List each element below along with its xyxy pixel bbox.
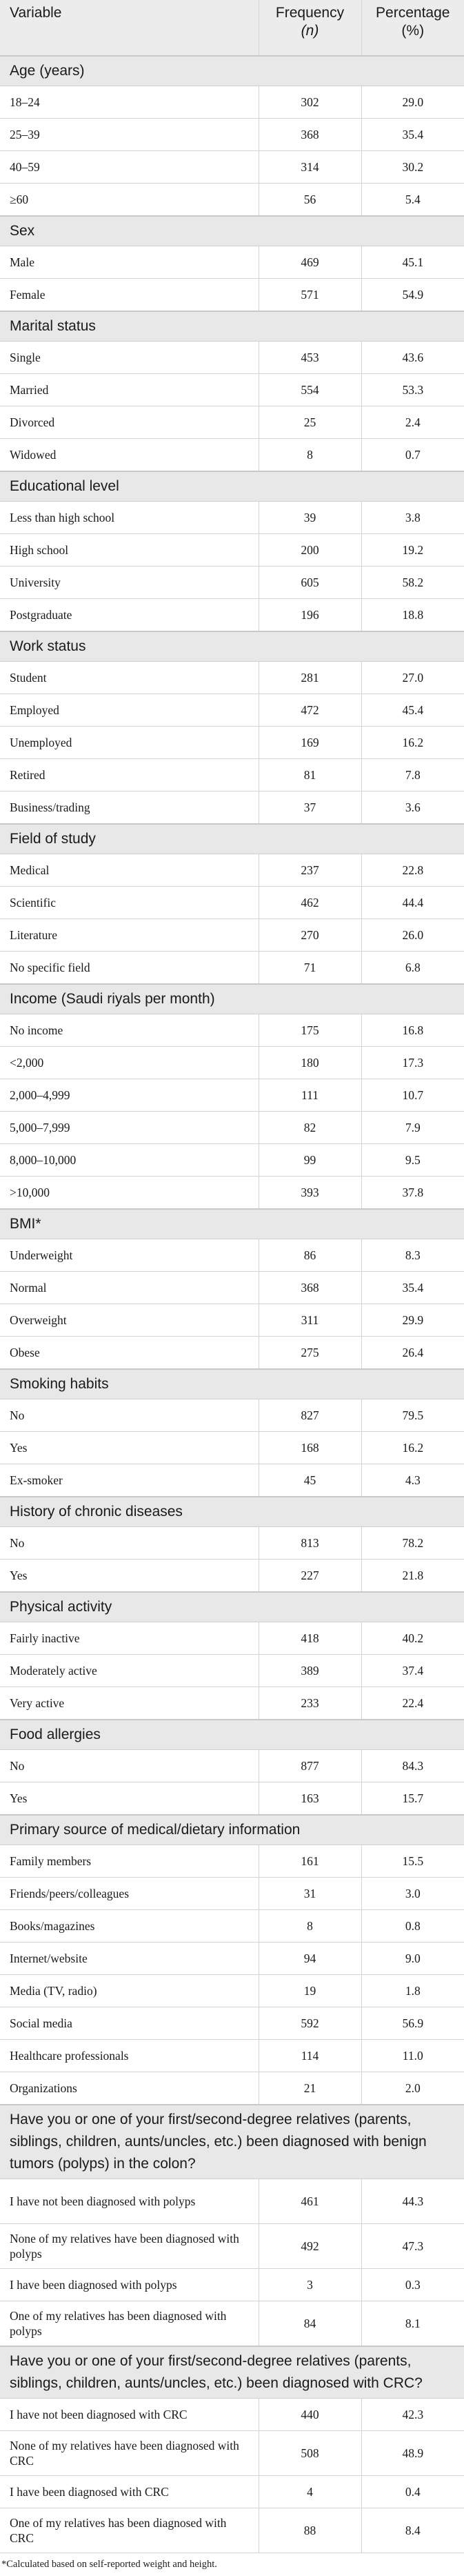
row-label: I have not been diagnosed with polyps — [0, 2179, 259, 2224]
table-row — [0, 1943, 464, 1975]
row-label: Male — [0, 246, 259, 279]
row-label: Single — [0, 342, 259, 374]
row-percentage: 3.8 — [361, 502, 464, 534]
section-header — [0, 1815, 464, 1845]
row-percentage: 16.2 — [361, 1432, 464, 1464]
row-percentage: 9.5 — [361, 1144, 464, 1177]
row-label: Medical — [0, 854, 259, 887]
row-frequency: 311 — [259, 1304, 361, 1337]
section-header — [0, 824, 464, 854]
row-label: Underweight — [0, 1239, 259, 1272]
row-frequency: 508 — [259, 2431, 361, 2476]
row-frequency: 114 — [259, 2040, 361, 2072]
header-percentage-unit: (%) — [401, 23, 425, 39]
section-title: History of chronic diseases — [0, 1497, 464, 1527]
row-label: One of my relatives has been diagnosed with CRC — [0, 2508, 259, 2553]
row-label: Retired — [0, 759, 259, 792]
row-label: Books/magazines — [0, 1910, 259, 1943]
row-frequency: 8 — [259, 1910, 361, 1943]
table-row — [0, 406, 464, 439]
header-variable-label: Variable — [10, 5, 62, 21]
row-frequency: 111 — [259, 1079, 361, 1112]
row-percentage: 17.3 — [361, 1047, 464, 1079]
row-percentage: 26.0 — [361, 919, 464, 952]
row-label: 5,000–7,999 — [0, 1112, 259, 1144]
row-label: None of my relatives have been diagnosed with CRC — [0, 2431, 259, 2476]
row-label: Employed — [0, 694, 259, 727]
row-label: Scientific — [0, 887, 259, 919]
row-frequency: 196 — [259, 599, 361, 632]
section-header — [0, 984, 464, 1014]
row-frequency: 281 — [259, 662, 361, 694]
table-row — [0, 86, 464, 119]
row-percentage: 19.2 — [361, 534, 464, 567]
row-label: Married — [0, 374, 259, 406]
table-row — [0, 1337, 464, 1370]
row-label: Healthcare professionals — [0, 2040, 259, 2072]
table-row — [0, 342, 464, 374]
row-frequency: 440 — [259, 2399, 361, 2431]
row-frequency: 56 — [259, 184, 361, 217]
table-row — [0, 502, 464, 534]
row-frequency: 39 — [259, 502, 361, 534]
row-label: 25–39 — [0, 119, 259, 151]
row-label: Internet/website — [0, 1943, 259, 1975]
row-label: <2,000 — [0, 1047, 259, 1079]
row-label: Ex-smoker — [0, 1464, 259, 1497]
row-frequency: 45 — [259, 1464, 361, 1497]
table-row — [0, 151, 464, 184]
section-header — [0, 2346, 464, 2399]
row-frequency: 71 — [259, 952, 361, 985]
table-row — [0, 1878, 464, 1910]
row-percentage: 8.3 — [361, 1239, 464, 1272]
row-frequency: 84 — [259, 2301, 361, 2347]
row-label: Obese — [0, 1337, 259, 1370]
row-percentage: 7.8 — [361, 759, 464, 792]
table-row — [0, 792, 464, 825]
row-frequency: 25 — [259, 406, 361, 439]
row-percentage: 79.5 — [361, 1399, 464, 1432]
row-frequency: 368 — [259, 1272, 361, 1304]
table-row — [0, 1655, 464, 1687]
row-label: Moderately active — [0, 1655, 259, 1687]
row-percentage: 16.8 — [361, 1014, 464, 1047]
row-frequency: 592 — [259, 2007, 361, 2040]
table-row — [0, 567, 464, 599]
row-percentage: 0.4 — [361, 2476, 464, 2508]
row-label: Overweight — [0, 1304, 259, 1337]
row-frequency: 3 — [259, 2269, 361, 2301]
row-label: Widowed — [0, 439, 259, 472]
row-label: I have been diagnosed with CRC — [0, 2476, 259, 2508]
table-row — [0, 1845, 464, 1878]
section-header — [0, 1209, 464, 1239]
section-title: Marital status — [0, 311, 464, 342]
row-percentage: 2.0 — [361, 2072, 464, 2105]
table-row — [0, 2072, 464, 2105]
row-frequency: 453 — [259, 342, 361, 374]
row-percentage: 8.1 — [361, 2301, 464, 2347]
row-label: Yes — [0, 1782, 259, 1816]
row-percentage: 40.2 — [361, 1622, 464, 1655]
row-frequency: 472 — [259, 694, 361, 727]
row-frequency: 82 — [259, 1112, 361, 1144]
row-label: Yes — [0, 1560, 259, 1593]
row-percentage: 4.3 — [361, 1464, 464, 1497]
row-percentage: 56.9 — [361, 2007, 464, 2040]
row-percentage: 1.8 — [361, 1975, 464, 2007]
section-header — [0, 1592, 464, 1622]
table-row — [0, 952, 464, 985]
row-percentage: 0.8 — [361, 1910, 464, 1943]
row-label: Fairly inactive — [0, 1622, 259, 1655]
table-row — [0, 1047, 464, 1079]
section-title: Educational level — [0, 471, 464, 502]
header-variable — [0, 0, 259, 56]
row-label: Media (TV, radio) — [0, 1975, 259, 2007]
table-row — [0, 1527, 464, 1560]
section-header — [0, 1369, 464, 1399]
row-label: No specific field — [0, 952, 259, 985]
row-frequency: 94 — [259, 1943, 361, 1975]
section-title: Have you or one of your first/second-degree relatives (parents, siblings, children, aunts/uncles, etc.) been diagnosed with benign tumors (polyps) in the colon? — [0, 2105, 464, 2179]
row-frequency: 275 — [259, 1337, 361, 1370]
row-percentage: 29.0 — [361, 86, 464, 119]
row-frequency: 302 — [259, 86, 361, 119]
row-percentage: 21.8 — [361, 1560, 464, 1593]
table-row — [0, 1750, 464, 1782]
table-row — [0, 2224, 464, 2269]
table-row — [0, 1112, 464, 1144]
row-percentage: 84.3 — [361, 1750, 464, 1782]
table-row — [0, 759, 464, 792]
row-frequency: 389 — [259, 1655, 361, 1687]
table-row — [0, 599, 464, 632]
section-header — [0, 216, 464, 246]
row-frequency: 8 — [259, 439, 361, 472]
row-label: Divorced — [0, 406, 259, 439]
row-frequency: 368 — [259, 119, 361, 151]
row-percentage: 78.2 — [361, 1527, 464, 1560]
table-row — [0, 1464, 464, 1497]
row-percentage: 7.9 — [361, 1112, 464, 1144]
row-frequency: 180 — [259, 1047, 361, 1079]
table-row — [0, 184, 464, 217]
table-row — [0, 374, 464, 406]
table-body — [0, 56, 464, 2553]
row-percentage: 10.7 — [361, 1079, 464, 1112]
row-label: Student — [0, 662, 259, 694]
row-percentage: 30.2 — [361, 151, 464, 184]
row-frequency: 86 — [259, 1239, 361, 1272]
table-header — [0, 0, 464, 56]
table-row — [0, 1177, 464, 1210]
section-header — [0, 2105, 464, 2179]
section-title: Sex — [0, 216, 464, 246]
table-row — [0, 2508, 464, 2553]
header-percentage — [361, 0, 464, 56]
row-frequency: 571 — [259, 279, 361, 312]
table-row — [0, 2399, 464, 2431]
table-row — [0, 854, 464, 887]
row-frequency: 81 — [259, 759, 361, 792]
row-percentage: 16.2 — [361, 727, 464, 759]
section-title: Income (Saudi riyals per month) — [0, 984, 464, 1014]
table-row — [0, 1910, 464, 1943]
row-label: I have been diagnosed with polyps — [0, 2269, 259, 2301]
row-percentage: 6.8 — [361, 952, 464, 985]
row-label: None of my relatives have been diagnosed with polyps — [0, 2224, 259, 2269]
header-percentage-label: Percentage — [376, 5, 450, 21]
row-percentage: 29.9 — [361, 1304, 464, 1337]
table-row — [0, 1687, 464, 1720]
row-percentage: 37.4 — [361, 1655, 464, 1687]
table-row — [0, 1079, 464, 1112]
row-percentage: 53.3 — [361, 374, 464, 406]
table-row — [0, 2040, 464, 2072]
row-frequency: 827 — [259, 1399, 361, 1432]
row-percentage: 3.0 — [361, 1878, 464, 1910]
row-percentage: 22.8 — [361, 854, 464, 887]
table-row — [0, 694, 464, 727]
section-title: Smoking habits — [0, 1369, 464, 1399]
table-row — [0, 1272, 464, 1304]
row-percentage: 8.4 — [361, 2508, 464, 2553]
header-frequency-label: Frequency — [275, 5, 345, 21]
table-row — [0, 119, 464, 151]
row-frequency: 461 — [259, 2179, 361, 2224]
section-header — [0, 631, 464, 662]
table-row — [0, 1239, 464, 1272]
section-title: Work status — [0, 631, 464, 662]
table-row — [0, 1144, 464, 1177]
row-frequency: 19 — [259, 1975, 361, 2007]
row-label: Organizations — [0, 2072, 259, 2105]
row-frequency: 175 — [259, 1014, 361, 1047]
row-label: Female — [0, 279, 259, 312]
row-label: No — [0, 1399, 259, 1432]
row-label: Less than high school — [0, 502, 259, 534]
table-row — [0, 246, 464, 279]
row-label: No — [0, 1527, 259, 1560]
table-row — [0, 1014, 464, 1047]
row-label: 40–59 — [0, 151, 259, 184]
row-label: I have not been diagnosed with CRC — [0, 2399, 259, 2431]
row-percentage: 27.0 — [361, 662, 464, 694]
table-row — [0, 1782, 464, 1816]
section-title: Field of study — [0, 824, 464, 854]
row-label: Postgraduate — [0, 599, 259, 632]
section-title: Primary source of medical/dietary information — [0, 1815, 464, 1845]
row-label: Social media — [0, 2007, 259, 2040]
row-frequency: 877 — [259, 1750, 361, 1782]
row-label: No income — [0, 1014, 259, 1047]
row-label: Yes — [0, 1432, 259, 1464]
table-row — [0, 534, 464, 567]
table-row — [0, 2179, 464, 2224]
row-label: No — [0, 1750, 259, 1782]
row-label: Very active — [0, 1687, 259, 1720]
row-frequency: 168 — [259, 1432, 361, 1464]
row-frequency: 163 — [259, 1782, 361, 1816]
row-frequency: 31 — [259, 1878, 361, 1910]
row-label: Literature — [0, 919, 259, 952]
row-percentage: 45.4 — [361, 694, 464, 727]
table-row — [0, 1622, 464, 1655]
table-row — [0, 1304, 464, 1337]
row-percentage: 0.3 — [361, 2269, 464, 2301]
row-percentage: 18.8 — [361, 599, 464, 632]
row-frequency: 314 — [259, 151, 361, 184]
row-percentage: 44.4 — [361, 887, 464, 919]
footnote: *Calculated based on self-reported weight and height. — [1, 2559, 217, 2570]
row-frequency: 233 — [259, 1687, 361, 1720]
section-header — [0, 1720, 464, 1750]
row-frequency: 169 — [259, 727, 361, 759]
table-row — [0, 887, 464, 919]
section-header — [0, 311, 464, 342]
row-label: One of my relatives has been diagnosed with polyps — [0, 2301, 259, 2347]
row-label: >10,000 — [0, 1177, 259, 1210]
row-frequency: 469 — [259, 246, 361, 279]
section-title: Food allergies — [0, 1720, 464, 1750]
header-frequency-unit: (n) — [301, 23, 319, 39]
table-row — [0, 279, 464, 312]
row-label: Normal — [0, 1272, 259, 1304]
row-percentage: 15.7 — [361, 1782, 464, 1816]
table-row — [0, 727, 464, 759]
row-percentage: 11.0 — [361, 2040, 464, 2072]
row-frequency: 88 — [259, 2508, 361, 2553]
row-percentage: 35.4 — [361, 1272, 464, 1304]
table-row — [0, 2269, 464, 2301]
row-frequency: 605 — [259, 567, 361, 599]
row-percentage: 47.3 — [361, 2224, 464, 2269]
row-label: University — [0, 567, 259, 599]
table-row — [0, 2301, 464, 2347]
row-label: 18–24 — [0, 86, 259, 119]
row-percentage: 22.4 — [361, 1687, 464, 1720]
row-frequency: 393 — [259, 1177, 361, 1210]
row-percentage: 3.6 — [361, 792, 464, 825]
row-frequency: 37 — [259, 792, 361, 825]
row-frequency: 161 — [259, 1845, 361, 1878]
row-frequency: 227 — [259, 1560, 361, 1593]
row-percentage: 42.3 — [361, 2399, 464, 2431]
row-frequency: 813 — [259, 1527, 361, 1560]
table-row — [0, 662, 464, 694]
section-header — [0, 471, 464, 502]
row-frequency: 554 — [259, 374, 361, 406]
table-row — [0, 2476, 464, 2508]
row-label: Family members — [0, 1845, 259, 1878]
row-frequency: 21 — [259, 2072, 361, 2105]
section-title: BMI* — [0, 1209, 464, 1239]
table-row — [0, 439, 464, 472]
section-title: Age (years) — [0, 56, 464, 86]
row-percentage: 15.5 — [361, 1845, 464, 1878]
row-frequency: 4 — [259, 2476, 361, 2508]
row-frequency: 200 — [259, 534, 361, 567]
row-frequency: 237 — [259, 854, 361, 887]
row-frequency: 492 — [259, 2224, 361, 2269]
row-percentage: 45.1 — [361, 246, 464, 279]
row-percentage: 35.4 — [361, 119, 464, 151]
row-percentage: 44.3 — [361, 2179, 464, 2224]
row-frequency: 418 — [259, 1622, 361, 1655]
row-label: 8,000–10,000 — [0, 1144, 259, 1177]
row-percentage: 58.2 — [361, 567, 464, 599]
section-header — [0, 56, 464, 86]
row-label: 2,000–4,999 — [0, 1079, 259, 1112]
row-percentage: 54.9 — [361, 279, 464, 312]
table-row — [0, 1399, 464, 1432]
table-row — [0, 1560, 464, 1593]
header-frequency — [259, 0, 361, 56]
table-row — [0, 2007, 464, 2040]
row-frequency: 270 — [259, 919, 361, 952]
row-label: High school — [0, 534, 259, 567]
row-label: ≥60 — [0, 184, 259, 217]
table-row — [0, 1975, 464, 2007]
row-label: Business/trading — [0, 792, 259, 825]
row-percentage: 0.7 — [361, 439, 464, 472]
row-percentage: 5.4 — [361, 184, 464, 217]
row-percentage: 48.9 — [361, 2431, 464, 2476]
row-frequency: 462 — [259, 887, 361, 919]
section-header — [0, 1497, 464, 1527]
section-title: Have you or one of your first/second-degree relatives (parents, siblings, children, aunts/uncles, etc.) been diagnosed with CRC? — [0, 2346, 464, 2399]
row-percentage: 43.6 — [361, 342, 464, 374]
row-label: Friends/peers/colleagues — [0, 1878, 259, 1910]
row-percentage: 2.4 — [361, 406, 464, 439]
row-percentage: 37.8 — [361, 1177, 464, 1210]
table-row — [0, 919, 464, 952]
section-title: Physical activity — [0, 1592, 464, 1622]
row-frequency: 99 — [259, 1144, 361, 1177]
row-label: Unemployed — [0, 727, 259, 759]
table-row — [0, 1432, 464, 1464]
table-row — [0, 2431, 464, 2476]
row-percentage: 9.0 — [361, 1943, 464, 1975]
row-percentage: 26.4 — [361, 1337, 464, 1370]
